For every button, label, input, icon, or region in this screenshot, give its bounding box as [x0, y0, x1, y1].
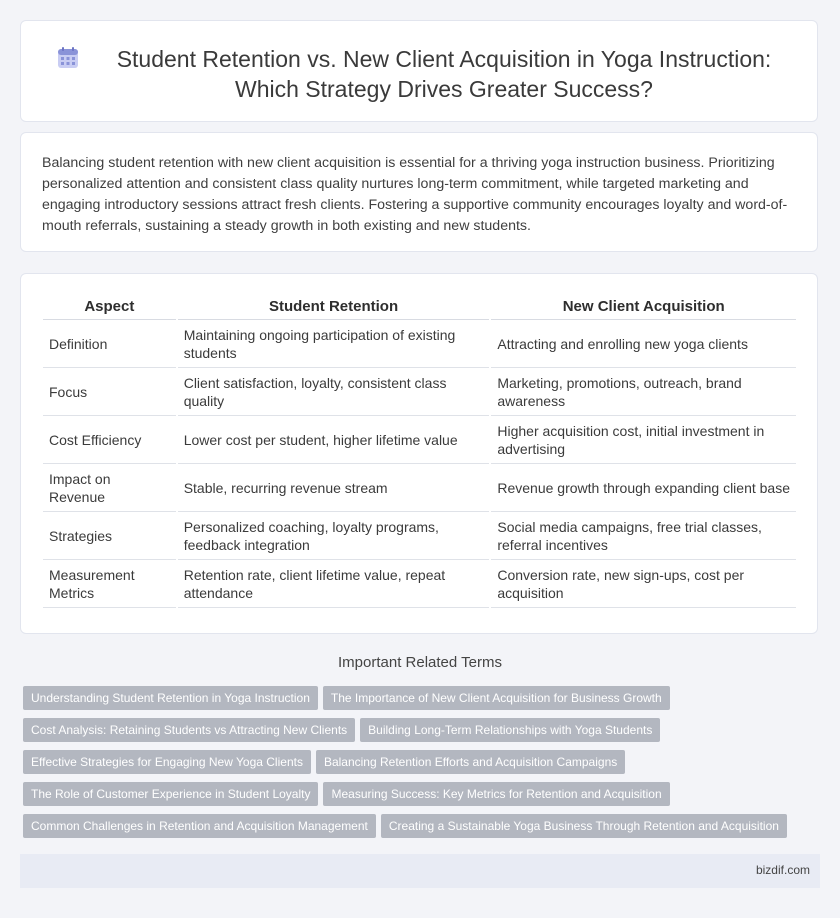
related-term-link[interactable]: The Importance of New Client Acquisition for Business Growth — [323, 686, 670, 710]
acquisition-cell: Social media campaigns, free trial classes, referral incentives — [491, 512, 796, 560]
related-term-link[interactable]: Common Challenges in Retention and Acquisition Management — [23, 814, 376, 838]
table-row — [43, 512, 796, 560]
intro-paragraph: Balancing student retention with new client acquisition is essential for a thriving yoga instruction business. Prioritizing personalized attention and consistent class quality nurtures long-term commitment, while targeted marketing and engaging introductory sessions attract fresh clients. Fostering a supportive community encourages loyalty and word-of-mouth referrals, sustaining a steady growth in both existing and new students. — [42, 155, 788, 234]
table-row — [43, 560, 796, 608]
table-row — [43, 464, 796, 512]
related-term-link[interactable]: Effective Strategies for Engaging New Yoga Clients — [23, 750, 311, 774]
retention-cell: Maintaining ongoing participation of existing students — [178, 320, 490, 368]
footer — [20, 854, 820, 888]
comparison-table — [41, 294, 798, 608]
acquisition-cell: Attracting and enrolling new yoga clients — [491, 320, 796, 368]
retention-cell: Lower cost per student, higher lifetime value — [178, 416, 490, 464]
aspect-cell: Cost Efficiency — [43, 416, 176, 464]
related-term-link[interactable]: Building Long-Term Relationships with Yoga Students — [360, 718, 660, 742]
header-aspect: Aspect — [43, 294, 176, 320]
related-term-link[interactable]: Understanding Student Retention in Yoga Instruction — [23, 686, 318, 710]
retention-cell: Stable, recurring revenue stream — [178, 464, 490, 512]
header-new-client-acquisition: New Client Acquisition — [491, 294, 796, 320]
comparison-card — [20, 273, 818, 634]
title-card — [20, 20, 818, 122]
related-term-link[interactable]: The Role of Customer Experience in Student Loyalty — [23, 782, 318, 806]
retention-cell: Personalized coaching, loyalty programs, feedback integration — [178, 512, 490, 560]
aspect-cell: Definition — [43, 320, 176, 368]
aspect-cell: Focus — [43, 368, 176, 416]
related-term-link[interactable]: Creating a Sustainable Yoga Business Through Retention and Acquisition — [381, 814, 787, 838]
table-row — [43, 320, 796, 368]
page-title: Student Retention vs. New Client Acquisition in Yoga Instruction: Which Strategy Drives Greater Success? — [116, 46, 772, 102]
header-student-retention: Student Retention — [178, 294, 490, 320]
table-row — [43, 368, 796, 416]
aspect-cell: Impact on Revenue — [43, 464, 176, 512]
retention-cell: Client satisfaction, loyalty, consistent class quality — [178, 368, 490, 416]
calendar-icon — [57, 47, 79, 69]
related-term-link[interactable]: Balancing Retention Efforts and Acquisition Campaigns — [316, 750, 625, 774]
aspect-cell: Strategies — [43, 512, 176, 560]
acquisition-cell: Revenue growth through expanding client base — [491, 464, 796, 512]
table-row — [43, 416, 796, 464]
acquisition-cell: Conversion rate, new sign-ups, cost per acquisition — [491, 560, 796, 608]
related-term-link[interactable]: Cost Analysis: Retaining Students vs Attracting New Clients — [23, 718, 355, 742]
table-header-row — [43, 294, 796, 320]
related-terms-heading: Important Related Terms — [338, 654, 502, 671]
acquisition-cell: Higher acquisition cost, initial investment in advertising — [491, 416, 796, 464]
aspect-cell: Measurement Metrics — [43, 560, 176, 608]
retention-cell: Retention rate, client lifetime value, repeat attendance — [178, 560, 490, 608]
intro-card — [20, 132, 818, 252]
related-terms-list — [23, 686, 803, 846]
footer-site-link[interactable]: bizdif.com — [755, 863, 810, 877]
acquisition-cell: Marketing, promotions, outreach, brand awareness — [491, 368, 796, 416]
related-term-link[interactable]: Measuring Success: Key Metrics for Retention and Acquisition — [323, 782, 669, 806]
